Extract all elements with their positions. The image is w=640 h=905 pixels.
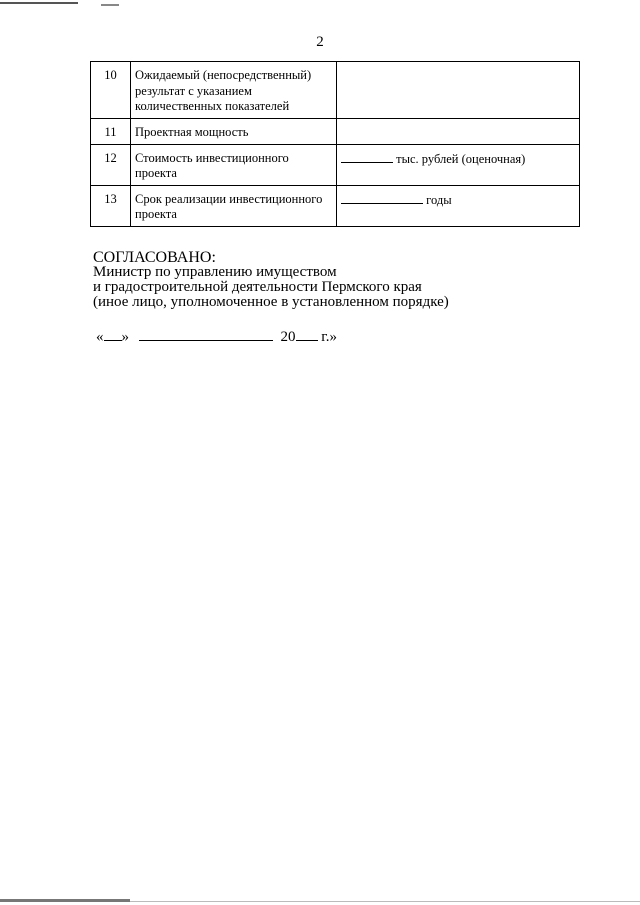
close-quote: » — [121, 329, 129, 345]
date-line — [96, 328, 337, 346]
approval-line: и градостроительной деятельности Пермского края — [93, 279, 422, 295]
table-row — [91, 62, 580, 119]
row-label: Стоимость инвестиционного проекта — [131, 144, 337, 185]
month-blank — [139, 328, 273, 341]
row-value — [337, 119, 580, 145]
row-value — [337, 144, 580, 185]
project-info-table — [90, 61, 580, 227]
year-blank — [296, 328, 318, 341]
row-value — [337, 185, 580, 226]
scan-artifact-top — [0, 0, 640, 8]
open-quote: « — [96, 329, 104, 345]
row-label: Ожидаемый (непосредственный) результат с указанием количественных показателей — [131, 62, 337, 119]
approval-title: СОГЛАСОВАНО: — [93, 249, 216, 266]
row-number: 11 — [91, 119, 131, 145]
fill-in-blank — [341, 151, 393, 163]
table-row — [91, 144, 580, 185]
approval-line: Министр по управлению имуществом — [93, 264, 337, 280]
row-number: 12 — [91, 144, 131, 185]
row-value — [337, 62, 580, 119]
row-label: Проектная мощность — [131, 119, 337, 145]
day-blank — [104, 328, 122, 341]
value-unit: тыс. рублей (оценочная) — [396, 151, 526, 166]
approval-line: (иное лицо, уполномоченное в установленном порядке) — [93, 294, 449, 310]
approval-block — [93, 250, 449, 310]
table-row — [91, 119, 580, 145]
page-number: 2 — [316, 34, 324, 50]
table-row — [91, 185, 580, 226]
row-number: 10 — [91, 62, 131, 119]
year-prefix: 20 — [280, 329, 296, 345]
fill-in-blank — [341, 192, 423, 204]
scan-artifact-bottom — [0, 899, 640, 905]
row-label: Срок реализации инвестиционного проекта — [131, 185, 337, 226]
row-number: 13 — [91, 185, 131, 226]
year-suffix: г.» — [321, 329, 337, 345]
value-unit: годы — [426, 192, 452, 207]
